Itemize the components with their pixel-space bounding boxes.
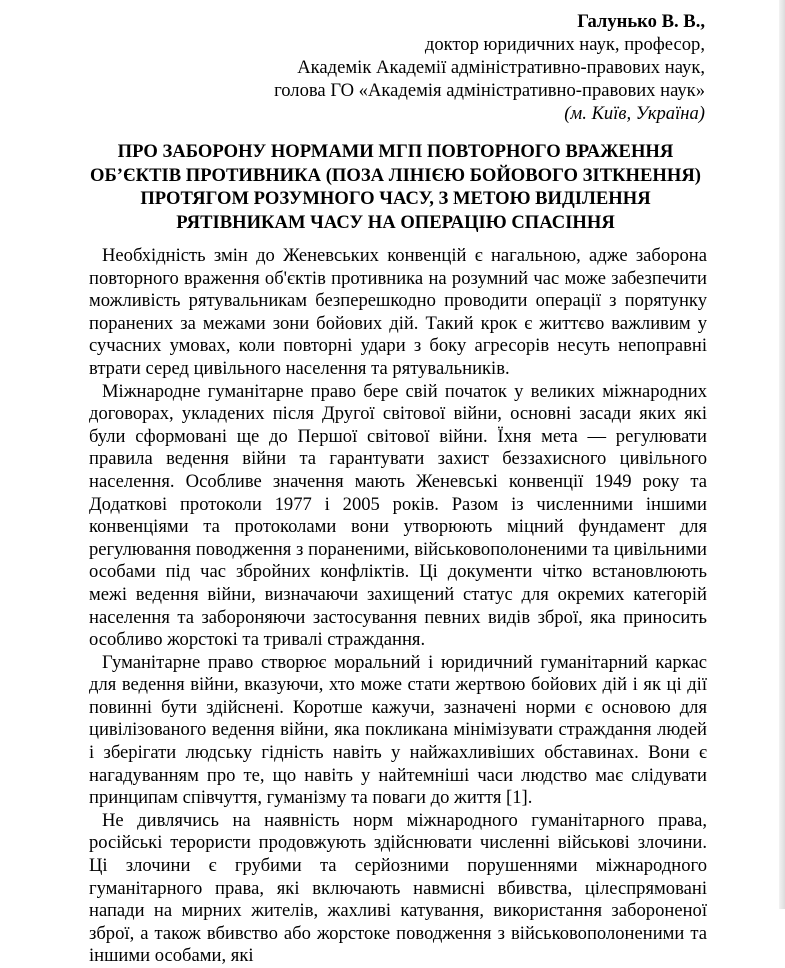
article-body	[89, 245, 707, 968]
paragraph-1: Необхідність змін до Женевських конвенцій є нагальною, адже заборона повторного враження об'єктів противника на розумний час може забезпечити можливість рятувальникам безперешкодно проводити операції з порятунку поранених за межами зони бойових дій. Такий крок є життєво важливим у сучасних умовах, коли повторні удари з боку агресорів несуть непоправні втрати серед цивільного населення та рятувальників.	[89, 245, 707, 379]
author-name: Галунько В. В.,	[577, 11, 705, 32]
article-title	[88, 140, 703, 234]
paragraph-2: Міжнародне гуманітарне право бере свій початок у великих міжнародних договорах, укладених після Другої світової війни, основні засади яких які були сформовані ще до Першої світової війни. Їхня мета — регулювати правила ведення війни та гарантувати захист беззахисного цивільного населення. Особливе значення мають Женевські конвенції 1949 року та Додаткові протоколи 1977 і 2005 років. Разом із численними іншими конвенціями та протоколами вони утворюють міцний фундамент для регулювання поводження з пораненими, військовополоненими та цивільними особами під час збройних конфліктів. Ці документи чітко встановлюють межі ведення війни, визначаючи захищений статус для окремих категорій населення та забороняючи застосування певних видів зброї, яка приносить особливо жорстокі та тривалі страждання.	[89, 380, 707, 651]
page-edge	[779, 0, 785, 909]
author-block	[274, 10, 705, 125]
title-line: ОБ’ЄКТІВ ПРОТИВНИКА (ПОЗА ЛІНІЄЮ БОЙОВОГО ЗІТКНЕННЯ)	[90, 164, 701, 186]
author-academy: Академік Академії адміністративно-правових наук,	[297, 57, 705, 78]
title-line: ПРО ЗАБОРОНУ НОРМАМИ МГП ПОВТОРНОГО ВРАЖЕННЯ	[117, 141, 674, 162]
paragraph-4: Не дивлячись на наявність норм міжнародного гуманітарного права, російські терористи продовжують здійснювати численні військові злочини. Ці злочини є грубими та серйозними порушеннями міжнародного гуманітарного права, які включають навмисні вбивства, цілеспрямовані напади на мирних жителів, жахливі катування, використання забороненої зброї, а також вбивство або жорстоке поводження з військовополоненими та іншими особами, які	[89, 809, 707, 967]
author-degree: доктор юридичних наук, професор,	[424, 34, 705, 55]
title-line: ПРОТЯГОМ РОЗУМНОГО ЧАСУ, З МЕТОЮ ВИДІЛЕННЯ	[140, 188, 651, 209]
author-location: (м. Київ, Україна)	[564, 103, 705, 124]
author-position: голова ГО «Академія адміністративно-правових наук»	[274, 80, 705, 101]
title-line: РЯТІВНИКАМ ЧАСУ НА ОПЕРАЦІЮ СПАСІННЯ	[176, 211, 615, 233]
paragraph-3: Гуманітарне право створює моральний і юридичний гуманітарний каркас для ведення війни, вказуючи, хто може стати жертвою бойових дій і як ці дії повинні бути здійснені. Коротше кажучи, зазначені норми є основою для цивілізованого ведення війни, яка покликана мінімізувати страждання людей і зберігати людську гідність навіть у найжахливіших обставинах. Вони є нагадуванням про те, що навіть у найтемніші часи людство має слідувати принципам співчуття, гуманізму та поваги до життя [1].	[89, 651, 707, 809]
